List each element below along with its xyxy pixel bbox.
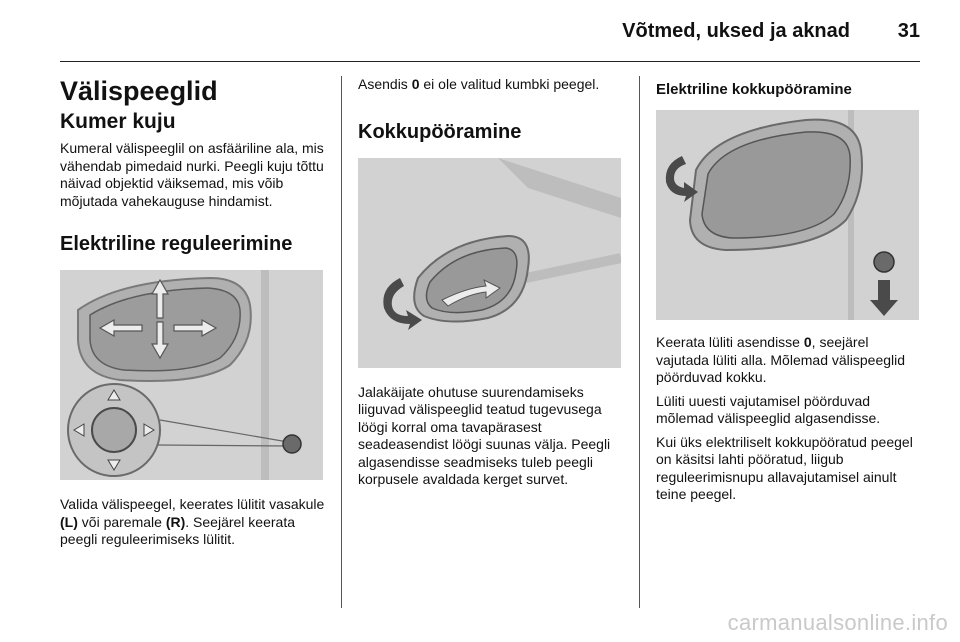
page-number: 31 [897, 20, 920, 42]
column-3 [656, 76, 922, 504]
subsection-title-convex: Kumer kuju [60, 110, 176, 133]
mirror-adjust-figure [60, 270, 323, 480]
electric-folding-paragraph-1: Keerata lüliti asendisse 0, seejärel vajutada lüliti alla. Mõlemad välispeeglid pöörduvad kokku. [656, 334, 906, 385]
subsection-title-folding: Kokkupööramine [358, 120, 522, 143]
column-1 [60, 76, 326, 549]
column-2 [358, 76, 622, 489]
electric-folding-paragraph-2: Lüliti uuesti vajutamisel pöörduvad mõlemad välispeeglid algasendisse. [656, 392, 881, 426]
column-divider-2 [639, 76, 640, 608]
folding-paragraph: Jalakäijate ohutuse suurendamiseks liiguvad välispeeglid teatud tugevusega löögi korral oma tavapärasest seadeasendist löögi suunas välja. Peegli algasendisse seadmiseks tuleb peegli korpusele avaldada kerget survet. [358, 383, 611, 487]
electric-folding-paragraph-3: Kui üks elektriliselt kokkupööratud peegel on käsitsi lahti pööratud, liigub reguleerimisnupu allavajutamisel ainult teine peegel. [656, 433, 913, 502]
column-divider-1 [341, 76, 342, 608]
watermark: carmanualsonline.info [727, 610, 948, 635]
section-title: Välispeeglid [60, 76, 218, 106]
header-rule [60, 61, 920, 62]
door-switch-icon [283, 435, 301, 453]
page-header [60, 14, 920, 44]
mirror-folding-figure [358, 158, 621, 368]
header-title: Võtmed, uksed ja aknad [622, 20, 850, 42]
selector-knob-icon [92, 408, 136, 452]
convex-paragraph: Kumeral välispeeglil on asfääriline ala, mis vähendab pimedaid nurki. Peegli kuju tõttu näivad objektid väiksemad, mis võib mõjutada vahekauguse hindamist. [60, 140, 324, 209]
subsection-title-electric-adjust: Elektriline reguleerimine [60, 233, 293, 255]
position-zero-paragraph: Asendis 0 ei ole valitud kumbki peegel. [358, 76, 600, 92]
electric-adjust-paragraph: Valida välispeegel, keerates lülitit vasakule (L) või paremale (R). Seejärel keerata peegli reguleerimiseks lülitit. [60, 496, 325, 547]
door-switch-icon [874, 252, 894, 272]
electric-folding-figure [656, 110, 919, 320]
subsection-title-electric-folding: Elektriline kokkupööramine [656, 81, 852, 98]
